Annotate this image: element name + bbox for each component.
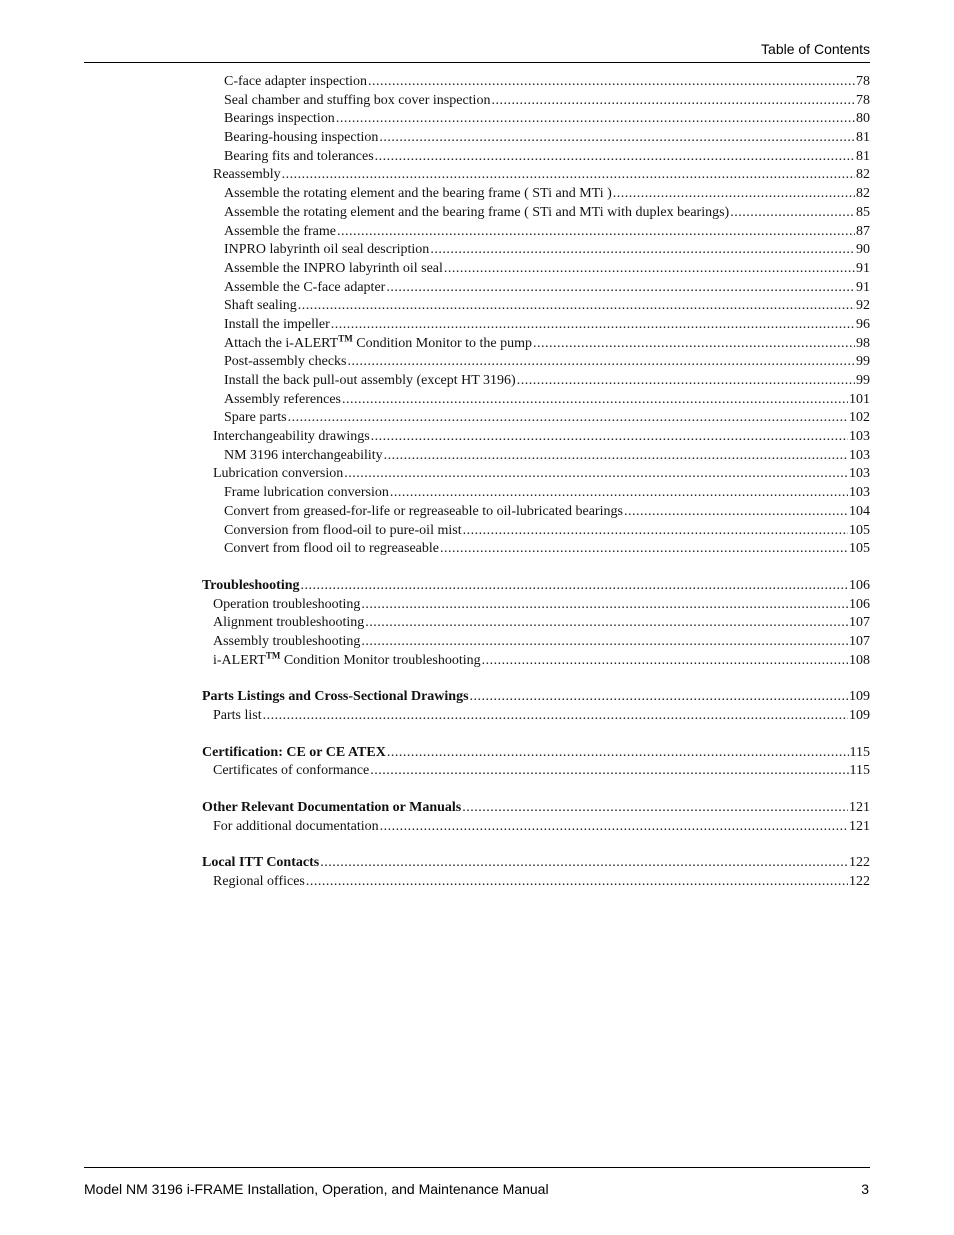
toc-topic-entry[interactable] [202,353,870,372]
toc-dot-leader [462,799,848,818]
toc-topic-entry[interactable] [202,204,870,223]
footer-manual-title: Model NM 3196 i-FRAME Installation, Operation, and Maintenance Manual [84,1181,549,1197]
footer-page-number: 3 [861,1181,869,1197]
toc-dot-leader [320,854,848,873]
toc-dot-leader [533,335,855,354]
toc-page-number: 80 [856,111,870,127]
toc-dot-leader [298,297,855,316]
toc-dot-leader [368,73,855,92]
toc-entry-label: Bearing fits and tolerances [224,148,374,164]
toc-page-number: 121 [849,800,870,816]
toc-dot-leader [371,428,848,447]
toc-page-number: 103 [849,447,870,463]
toc-dot-leader [361,633,848,652]
toc-page-number: 99 [856,373,870,388]
toc-page-number: 103 [849,485,870,501]
toc-dot-leader [390,484,848,503]
header-divider [84,62,870,63]
toc-page-number: 78 [856,74,870,89]
toc-topic-entry[interactable] [202,129,870,148]
toc-page-number: 87 [856,223,870,239]
toc-page-number: 78 [856,92,870,108]
toc-dot-leader [430,241,855,260]
toc-entry-label: Conversion from flood-oil to pure-oil mist [224,522,462,538]
toc-section-entry[interactable] [202,577,870,596]
toc-entry-label: Alignment troubleshooting [213,615,365,631]
toc-topic-entry[interactable] [202,447,870,466]
toc-topic-entry[interactable] [202,92,870,111]
toc-page-number: 121 [849,818,870,834]
toc-page-number: 81 [856,130,870,146]
toc-entry-label: Regional offices [213,874,305,890]
toc-entry-label: For additional documentation [213,818,379,834]
toc-page-number: 96 [856,316,870,332]
page-header-title: Table of Contents [761,41,870,57]
toc-topic-entry[interactable] [202,110,870,129]
toc-entry-label: Shaft sealing [224,298,297,314]
toc-page-number: 104 [849,503,870,519]
toc-subsection-entry[interactable] [202,596,870,615]
toc-page-number: 101 [849,391,870,407]
toc-page-number: 92 [856,298,870,314]
toc-entry-label: Attach the i-ALERT™ Condition Monitor to the pump [224,334,533,351]
toc-dot-leader [342,391,848,410]
toc-entry-label: Troubleshooting [202,577,300,593]
toc-dot-leader [444,260,855,279]
toc-entry-label: C-face adapter inspection [224,74,368,89]
toc-page-number: 122 [849,855,870,871]
toc-page-number: 122 [849,874,870,890]
toc-dot-leader [517,372,855,391]
toc-dot-leader [387,744,849,763]
toc-entry-label: NM 3196 interchangeability [224,447,383,463]
toc-entry-label: Reassembly [213,167,281,183]
toc-dot-leader [463,522,848,541]
toc-topic-entry[interactable] [202,372,870,391]
toc-page-number: 115 [849,763,870,779]
toc-dot-leader [470,688,848,707]
toc-dot-leader [337,223,855,242]
toc-dot-leader [482,652,848,671]
toc-entry-label: Frame lubrication conversion [224,485,389,501]
toc-page-number: 99 [856,354,870,370]
toc-entry-label: Lubrication conversion [213,466,344,482]
toc-topic-entry[interactable] [202,223,870,242]
toc-entry-label: Assemble the rotating element and the bearing frame ( STi and MTi with duplex bearings) [224,204,730,220]
toc-subsection-entry[interactable] [202,465,870,484]
table-of-contents [202,73,870,892]
toc-dot-leader [306,873,848,892]
toc-entry-label: Assemble the C-face adapter [224,279,386,295]
toc-page-number: 82 [856,186,870,202]
toc-dot-leader [288,409,848,428]
toc-page-number: 107 [849,615,870,631]
toc-topic-entry[interactable] [202,316,870,335]
trademark-mark: TM [338,334,353,343]
toc-entry-label: Convert from flood oil to regreaseable [224,541,439,557]
toc-entry-label: Parts Listings and Cross-Sectional Drawings [202,689,469,705]
toc-page-number: 91 [856,279,870,295]
toc-subsection-entry[interactable] [202,428,870,447]
toc-dot-leader [624,503,848,522]
toc-subsection-entry[interactable] [202,762,870,781]
toc-dot-leader [365,614,848,633]
toc-dot-leader [370,762,848,781]
toc-entry-label: Other Relevant Documentation or Manuals [202,800,462,816]
toc-section-entry[interactable] [202,688,870,707]
toc-entry-label: Bearing-housing inspection [224,130,379,146]
toc-topic-entry[interactable] [202,484,870,503]
toc-dot-leader [613,185,855,204]
toc-topic-entry[interactable] [202,241,870,260]
toc-topic-entry[interactable] [202,297,870,316]
toc-subsection-entry[interactable] [202,633,870,652]
toc-page-number: 82 [856,167,870,183]
toc-topic-entry[interactable] [202,540,870,559]
toc-entry-label: Convert from greased-for-life or regreaseable to oil-lubricated bearings [224,503,623,519]
toc-entry-label: Bearings inspection [224,111,335,127]
toc-dot-leader [491,92,855,111]
toc-page-number: 91 [856,260,870,276]
toc-entry-label: Operation troubleshooting [213,596,361,612]
toc-entry-label: Certificates of conformance [213,763,370,779]
toc-subsection-entry[interactable] [202,614,870,633]
toc-entry-label: Assembly references [224,391,342,407]
toc-page-number: 108 [849,652,870,668]
toc-entry-label: Spare parts [224,410,287,426]
toc-dot-leader [263,707,848,726]
toc-dot-leader [730,204,855,223]
toc-page-number: 103 [849,429,870,445]
toc-subsection-entry[interactable] [202,166,870,185]
toc-dot-leader [344,465,848,484]
toc-entry-label: Assembly troubleshooting [213,633,361,649]
toc-entry-label: Parts list [213,708,262,723]
toc-topic-entry[interactable] [202,409,870,428]
toc-subsection-entry[interactable] [202,652,870,671]
toc-entry-label: Assemble the INPRO labyrinth oil seal [224,260,443,276]
toc-page-number: 107 [849,633,870,649]
toc-page-number: 102 [849,410,870,426]
toc-entry-label: Assemble the rotating element and the bearing frame ( STi and MTi ) [224,186,612,202]
toc-topic-entry[interactable] [202,391,870,410]
toc-page-number: 115 [849,744,870,760]
toc-dot-leader [361,596,848,615]
toc-section-entry[interactable] [202,799,870,818]
toc-dot-leader [380,818,848,837]
toc-topic-entry[interactable] [202,73,870,92]
toc-topic-entry[interactable] [202,148,870,167]
toc-dot-leader [347,353,855,372]
toc-page-number: 105 [849,541,870,557]
toc-page-number: 109 [849,708,870,723]
toc-section-entry[interactable] [202,854,870,873]
toc-page-number: 85 [856,204,870,220]
toc-entry-label: Local ITT Contacts [202,855,320,871]
toc-dot-leader [386,279,855,298]
toc-topic-entry[interactable] [202,503,870,522]
toc-dot-leader [336,110,855,129]
toc-entry-label: i-ALERT™ Condition Monitor troubleshooting [213,651,481,668]
toc-entry-label: Install the impeller [224,316,330,332]
toc-page-number: 106 [849,596,870,612]
toc-dot-leader [375,148,855,167]
toc-dot-leader [282,166,855,185]
toc-subsection-entry[interactable] [202,873,870,892]
toc-topic-entry[interactable] [202,260,870,279]
toc-page-number: 98 [856,335,870,351]
toc-topic-entry[interactable] [202,522,870,541]
toc-dot-leader [384,447,848,466]
toc-topic-entry[interactable] [202,279,870,298]
toc-page-number: 103 [849,466,870,482]
toc-dot-leader [379,129,855,148]
toc-subsection-entry[interactable] [202,818,870,837]
toc-page-number: 109 [849,689,870,705]
toc-dot-leader [440,540,848,559]
toc-entry-label: Post-assembly checks [224,354,347,370]
toc-topic-entry[interactable] [202,185,870,204]
toc-dot-leader [301,577,848,596]
toc-page-number: 90 [856,242,870,258]
toc-entry-label: Install the back pull-out assembly (except HT 3196) [224,373,516,388]
toc-page-number: 81 [856,148,870,164]
toc-entry-label: Certification: CE or CE ATEX [202,744,386,760]
trademark-mark: TM [265,651,281,660]
toc-entry-label: INPRO labyrinth oil seal description [224,242,430,258]
toc-entry-label: Seal chamber and stuffing box cover inspection [224,92,491,108]
toc-topic-entry[interactable] [202,335,870,354]
toc-dot-leader [331,316,855,335]
toc-subsection-entry[interactable] [202,707,870,726]
toc-page-number: 106 [849,577,870,593]
toc-entry-label: Assemble the frame [224,223,336,239]
toc-page-number: 105 [849,522,870,538]
toc-entry-label: Interchangeability drawings [213,429,370,445]
toc-section-entry[interactable] [202,744,870,763]
footer-divider [84,1167,870,1168]
